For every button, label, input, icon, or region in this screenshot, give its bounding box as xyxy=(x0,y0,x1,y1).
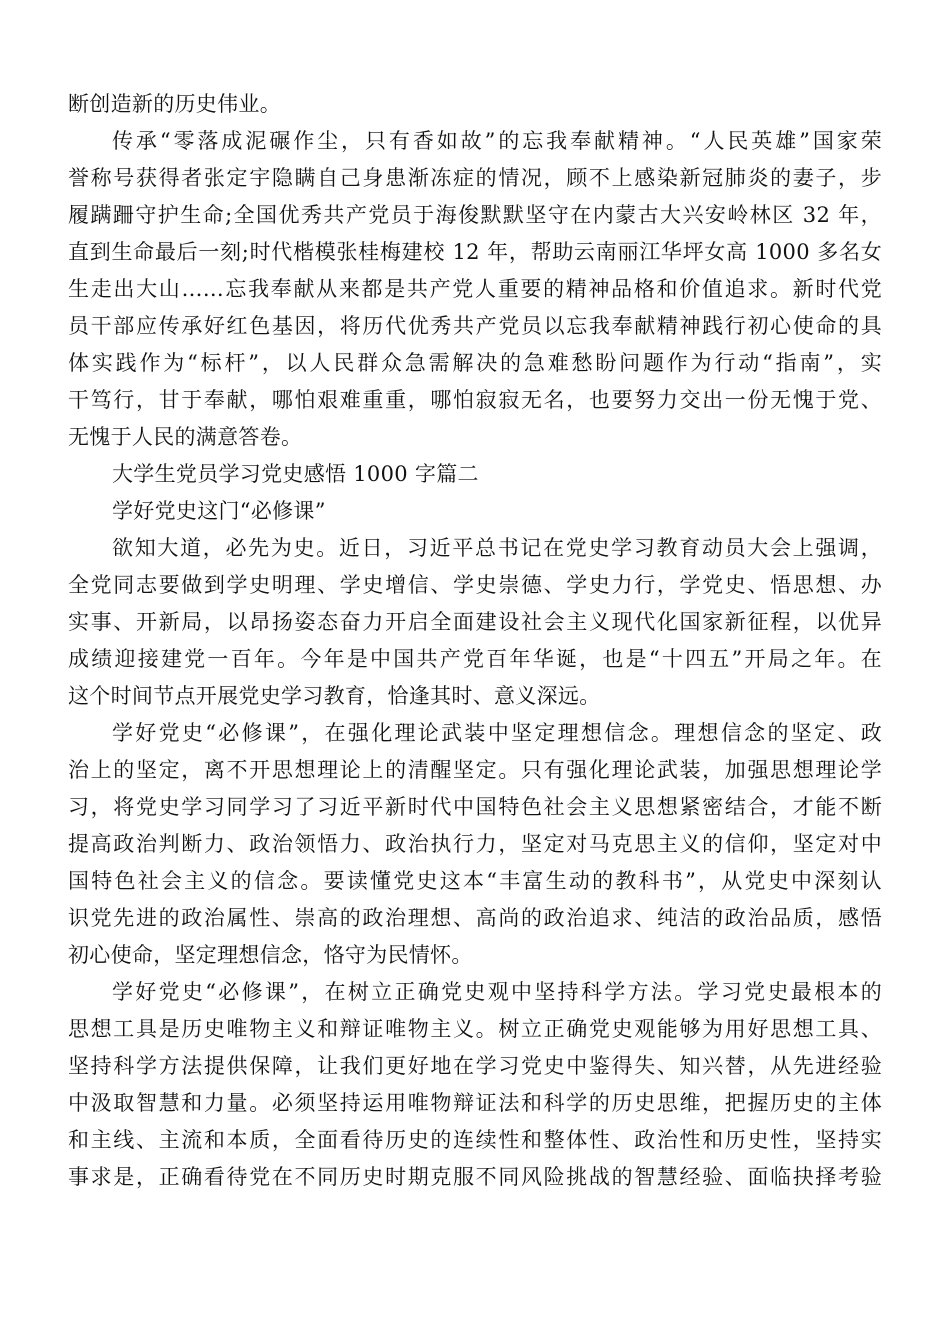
text-line: 实事、开新局，以昂扬姿态奋力开启全面建设社会主义现代化国家新征程，以优异 xyxy=(68,610,882,634)
document-page xyxy=(68,86,882,1196)
text-line: 学好党史“必修课”，在树立正确党史观中坚持科学方法。学习党史最根本的 xyxy=(112,980,882,1004)
text-line: 事求是，正确看待党在不同历史时期克服不同风险挑战的智慧经验、面临抉择考验 xyxy=(68,1165,882,1189)
text-line: 誉称号获得者张定宇隐瞒自己身患渐冻症的情况，顾不上感染新冠肺炎的妻子，步 xyxy=(68,166,882,190)
text-line: 初心使命，坚定理想信念，恪守为民情怀。 xyxy=(68,943,473,967)
text-line: 传承“零落成泥碾作尘，只有香如故”的忘我奉献精神。“人民英雄”国家荣 xyxy=(112,129,882,153)
text-line: 干笃行，甘于奉献，哪怕艰难重重，哪怕寂寂无名，也要努力交出一份无愧于党、 xyxy=(68,388,882,412)
text-line: 大学生党员学习党史感悟 1000 字篇二 xyxy=(112,462,479,486)
text-line: 学好党史“必修课”，在强化理论武装中坚定理想信念。理想信念的坚定、政 xyxy=(112,721,882,745)
text-line: 直到生命最后一刻;时代楷模张桂梅建校 12 年，帮助云南丽江华坪女高 1000 多名女 xyxy=(68,240,882,264)
text-line: 中汲取智慧和力量。必须坚持运用唯物辩证法和科学的历史思维，把握历史的主体 xyxy=(68,1091,882,1115)
text-line: 体实践作为“标杆”，以人民群众急需解决的急难愁盼问题作为行动“指南”，实 xyxy=(68,351,882,375)
text-line: 履蹒跚守护生命;全国优秀共产党员于海俊默默坚守在内蒙古大兴安岭林区 32 年， xyxy=(68,203,882,227)
text-line: 提高政治判断力、政治领悟力、政治执行力，坚定对马克思主义的信仰，坚定对中 xyxy=(68,832,882,856)
text-line: 识党先进的政治属性、崇高的政治理想、高尚的政治追求、纯洁的政治品质，感悟 xyxy=(68,906,882,930)
text-line: 国特色社会主义的信念。要读懂党史这本“丰富生动的教科书”，从党史中深刻认 xyxy=(68,869,882,893)
text-line: 思想工具是历史唯物主义和辩证唯物主义。树立正确党史观能够为用好思想工具、 xyxy=(68,1017,882,1041)
text-line: 和主线、主流和本质，全面看待历史的连续性和整体性、政治性和历史性，坚持实 xyxy=(68,1128,882,1152)
text-line: 坚持科学方法提供保障，让我们更好地在学习党史中鉴得失、知兴替，从先进经验 xyxy=(68,1054,882,1078)
text-line: 员干部应传承好红色基因，将历代优秀共产党员以忘我奉献精神践行初心使命的具 xyxy=(68,314,882,338)
text-line: 成绩迎接建党一百年。今年是中国共产党百年华诞，也是“十四五”开局之年。在 xyxy=(68,647,882,671)
text-line: 断创造新的历史伟业。 xyxy=(68,92,281,116)
text-line: 这个时间节点开展党史学习教育，恰逢其时、意义深远。 xyxy=(68,684,601,708)
text-line: 无愧于人民的满意答卷。 xyxy=(68,425,303,449)
text-line: 习，将党史学习同学习了习近平新时代中国特色社会主义思想紧密结合，才能不断 xyxy=(68,795,882,819)
text-line: 欲知大道，必先为史。近日，习近平总书记在党史学习教育动员大会上强调， xyxy=(112,536,882,560)
text-line: 全党同志要做到学史明理、学史增信、学史崇德、学史力行，学党史、悟思想、办 xyxy=(68,573,882,597)
text-line: 治上的坚定，离不开思想理论上的清醒坚定。只有强化理论武装，加强思想理论学 xyxy=(68,758,882,782)
text-line: 生走出大山……忘我奉献从来都是共产党人重要的精神品格和价值追求。新时代党 xyxy=(68,277,882,301)
text-line: 学好党史这门“必修课” xyxy=(112,499,326,523)
